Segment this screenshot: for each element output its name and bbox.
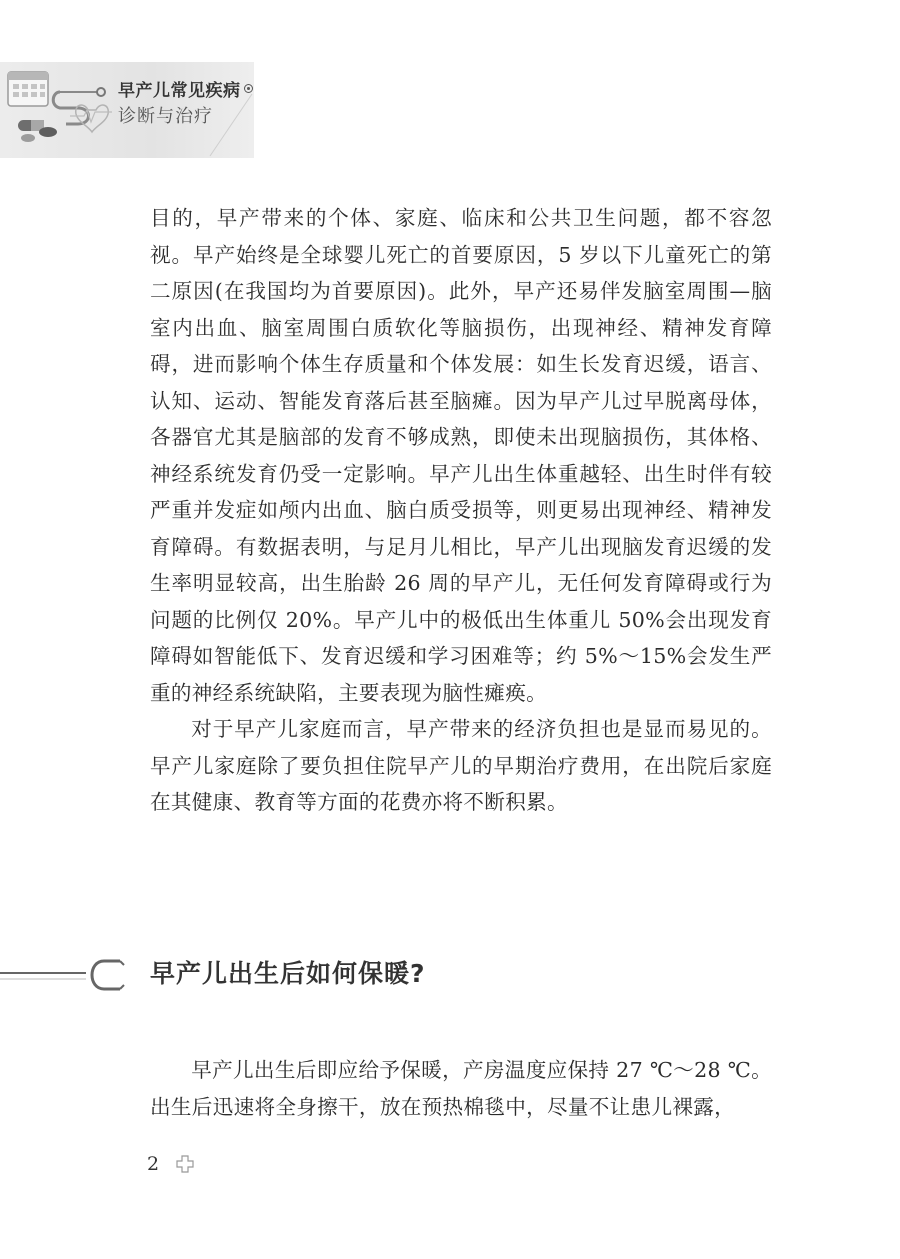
section-heading xyxy=(0,950,900,1000)
paragraph: 对于早产儿家庭而言，早产带来的经济负担也是显而易见的。早产儿家庭除了要负担住院早产儿的早期治疗费用，在出院后家庭在其健康、教育等方面的花费亦将不断积累。 xyxy=(150,717,772,814)
paragraph: 目的，早产带来的个体、家庭、临床和公共卫生问题，都不容忽视。早产始终是全球婴儿死亡的首要原因，5 岁以下儿童死亡的第二原因(在我国均为首要原因)。此外，早产还易伴发脑室周围—脑室内出血、脑室周围白质软化等脑损伤，出现神经、精神发育障碍，进而影响个体生存质量和个体发展：如生长发育迟缓，语言、认知、运动、智能发育落后甚至脑瘫。因为早产儿过早脱离母体，各器官尤其是脑部的发育不够成熟，即使未出现脑损伤，其体格、神经系统发育仍受一定影响。早产儿出生体重越轻、出生时伴有较严重并发症如颅内出血、脑白质受损等，则更易出现神经、精神发育障碍。有数据表明，与足月儿相比，早产儿出现脑发育迟缓的发生率明显较高，出生胎龄 26 周的早产儿，无任何发育障碍或行为问题的比例仅 20%。早产儿中的极低出生体重儿 50%会出现发育障碍如智能低下、发育迟缓和学习困难等；约 5%～15%会发生严重的神经系统缺陷，主要表现为脑性瘫痪。 xyxy=(150,206,772,705)
book-subtitle: 诊断与治疗 xyxy=(118,106,213,127)
section-body-text xyxy=(150,1052,772,1125)
calendar-stethoscope-icon xyxy=(0,62,118,158)
page-footer xyxy=(147,1153,194,1181)
section-title: 早产儿出生后如何保暖? xyxy=(150,959,426,988)
paragraph: 早产儿出生后即应给予保暖，产房温度应保持 27 ℃～28 ℃。出生后迅速将全身擦干，放在预热棉毯中，尽量不让患儿裸露， xyxy=(150,1058,772,1119)
header-diagonal-decor xyxy=(200,92,254,158)
stethoscope-line-icon xyxy=(0,957,130,993)
body-text xyxy=(150,200,772,821)
running-header xyxy=(0,62,254,158)
book-title: 早产儿常见疾病 xyxy=(118,76,253,101)
medical-cross-icon xyxy=(176,1155,194,1173)
page-number: 2 xyxy=(147,1153,160,1175)
